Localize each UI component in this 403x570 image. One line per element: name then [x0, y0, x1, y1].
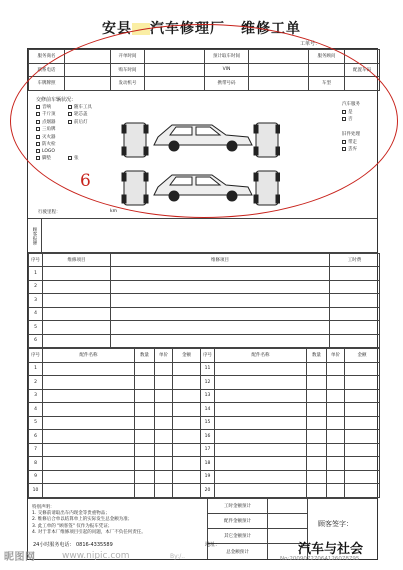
repair-header: 序号 — [29, 253, 43, 267]
repair-item-cell[interactable] — [111, 307, 330, 321]
check-item — [36, 104, 68, 110]
table-row — [29, 376, 380, 390]
qty-cell[interactable] — [135, 470, 155, 484]
customer-complaint-label: 顾客报修 — [28, 219, 42, 253]
amount-cell[interactable] — [173, 430, 201, 444]
table-row — [29, 294, 380, 308]
repair-code-cell[interactable] — [43, 307, 111, 321]
highlight-mark — [132, 23, 150, 35]
table-row — [29, 267, 380, 281]
statement-line: 1. 交修前请取出车内现金等贵重物品； — [32, 510, 110, 516]
amount-cell[interactable] — [345, 457, 380, 471]
row-number: 1 — [29, 267, 43, 281]
wash-no-checkbox[interactable] — [342, 117, 346, 121]
brand-logo-text: 汽车与社会 — [298, 542, 364, 557]
info-label: 车型 — [309, 77, 345, 91]
row-number: 7 — [29, 443, 43, 457]
discard-label: 丢弃 — [348, 147, 357, 152]
table-row — [29, 470, 380, 484]
amount-cell[interactable] — [345, 403, 380, 417]
price-cell[interactable] — [155, 389, 173, 403]
labor-fee-cell[interactable] — [330, 294, 380, 308]
parts-header: 金额 — [345, 349, 380, 363]
parts-header: 数量 — [135, 349, 155, 363]
watermark-logo: 昵图网 — [4, 552, 36, 563]
check-item — [36, 155, 68, 161]
check-item-label: 点烟器 — [42, 119, 56, 125]
repair-item-cell[interactable] — [111, 267, 330, 281]
mileage-label: 行驶里程： — [38, 209, 61, 215]
parts-cost-label: 配件金额预计 — [208, 514, 267, 529]
info-row — [29, 77, 380, 91]
repair-item-cell[interactable] — [111, 321, 330, 335]
table-row — [29, 362, 380, 376]
labor-fee-cell[interactable] — [330, 321, 380, 335]
amount-cell[interactable] — [173, 443, 201, 457]
part-name-cell[interactable] — [215, 362, 307, 376]
row-number: 4 — [29, 307, 43, 321]
table-row — [29, 403, 380, 417]
signature-label: 顾客签字： — [318, 519, 353, 528]
check-item-checkbox[interactable] — [68, 156, 72, 160]
check-item-checkbox[interactable] — [36, 135, 40, 139]
qty-cell[interactable] — [135, 457, 155, 471]
row-number: 16 — [201, 430, 215, 444]
repair-code-cell[interactable] — [43, 267, 111, 281]
check-item-checkbox[interactable] — [68, 112, 72, 116]
parts-header: 配件名称 — [43, 349, 135, 363]
vehicle-check-section — [28, 91, 377, 219]
repair-item-cell[interactable] — [111, 280, 330, 294]
info-label: 购车时间 — [111, 63, 145, 77]
row-number: 20 — [201, 484, 215, 498]
row-number: 13 — [201, 389, 215, 403]
part-name-cell[interactable] — [215, 457, 307, 471]
info-label: 配置车码 — [345, 63, 380, 77]
price-cell[interactable] — [155, 416, 173, 430]
table-row — [29, 389, 380, 403]
price-cell[interactable] — [327, 403, 345, 417]
info-label: 服务顾问 — [309, 50, 345, 64]
take-away-label: 带走 — [348, 139, 357, 145]
price-cell[interactable] — [327, 443, 345, 457]
repair-code-cell[interactable] — [43, 321, 111, 335]
row-number: 19 — [201, 470, 215, 484]
part-name-cell[interactable] — [43, 362, 135, 376]
price-cell[interactable] — [327, 389, 345, 403]
repair-item-cell[interactable] — [111, 294, 330, 308]
check-item-label: 脚垫 — [42, 156, 51, 161]
part-name-cell[interactable] — [43, 376, 135, 390]
discard-checkbox[interactable] — [342, 147, 346, 151]
check-item — [68, 155, 100, 161]
part-name-cell[interactable] — [43, 457, 135, 471]
amount-cell[interactable] — [173, 484, 201, 498]
row-number: 9 — [29, 470, 43, 484]
table-row — [29, 430, 380, 444]
row-number: 6 — [29, 430, 43, 444]
wash-title: 汽车服务 — [342, 101, 360, 107]
table-row — [29, 443, 380, 457]
table-row — [29, 416, 380, 430]
info-field[interactable] — [65, 77, 111, 91]
part-name-cell[interactable] — [215, 403, 307, 417]
total-cost-label: 总金额预计 — [226, 549, 249, 555]
parts-header: 金额 — [173, 349, 201, 363]
check-item-label: 防火栓 — [42, 142, 56, 147]
amount-cell[interactable] — [345, 389, 380, 403]
work-order-sheet — [27, 48, 378, 560]
price-cell[interactable] — [327, 362, 345, 376]
parts-header: 序号 — [201, 349, 215, 363]
parts-header: 序号 — [29, 349, 43, 363]
row-number: 5 — [29, 321, 43, 335]
amount-cell[interactable] — [345, 376, 380, 390]
check-item-checkbox[interactable] — [36, 156, 40, 160]
row-number: 3 — [29, 294, 43, 308]
amount-cell[interactable] — [173, 403, 201, 417]
check-item-checkbox[interactable] — [36, 127, 40, 131]
repair-header: 维修项目 — [43, 253, 111, 267]
qty-cell[interactable] — [307, 430, 327, 444]
info-field[interactable] — [145, 77, 205, 91]
wash-no-label: 否 — [348, 117, 353, 122]
price-cell[interactable] — [327, 484, 345, 498]
qty-cell[interactable] — [135, 430, 155, 444]
check-item — [68, 141, 100, 147]
check-item-label: 张 — [74, 156, 79, 161]
check-item — [68, 149, 100, 154]
price-cell[interactable] — [155, 403, 173, 417]
qty-cell[interactable] — [135, 416, 155, 430]
amount-cell[interactable] — [173, 362, 201, 376]
part-name-cell[interactable] — [43, 470, 135, 484]
check-item-label: 灭火器 — [42, 134, 56, 140]
repair-items-table — [28, 253, 380, 349]
info-label: 联系电话 — [29, 63, 65, 77]
price-cell[interactable] — [155, 443, 173, 457]
form-title — [0, 18, 403, 38]
statement-line: 2. 维修后合单以结算单上的实际发生总金额为准； — [32, 517, 133, 523]
labor-cost-field[interactable] — [268, 499, 307, 514]
labor-fee-cell[interactable] — [330, 334, 380, 348]
check-item-label: 千斤顶 — [42, 112, 56, 117]
amount-cell[interactable] — [345, 470, 380, 484]
repair-code-cell[interactable] — [43, 294, 111, 308]
info-label — [309, 63, 345, 77]
info-field[interactable] — [345, 50, 380, 64]
check-item — [36, 111, 68, 117]
row-number: 2 — [29, 280, 43, 294]
qty-cell[interactable] — [135, 443, 155, 457]
part-name-cell[interactable] — [215, 470, 307, 484]
parts-cost-field[interactable] — [268, 514, 307, 529]
check-item-checkbox[interactable] — [68, 105, 72, 109]
table-row — [29, 307, 380, 321]
info-label: 车牌牌照 — [29, 77, 65, 91]
row-number: 10 — [29, 484, 43, 498]
qty-cell[interactable] — [135, 484, 155, 498]
check-item-label: 三角牌 — [42, 127, 56, 132]
info-row — [29, 63, 380, 77]
check-item — [68, 126, 100, 132]
info-field[interactable] — [65, 63, 111, 77]
amount-cell[interactable] — [345, 443, 380, 457]
wash-yes-checkbox[interactable] — [342, 110, 346, 114]
price-cell[interactable] — [155, 484, 173, 498]
table-row — [29, 457, 380, 471]
table-row — [29, 334, 380, 348]
price-cell[interactable] — [155, 470, 173, 484]
part-name-cell[interactable] — [215, 389, 307, 403]
qty-cell[interactable] — [307, 376, 327, 390]
cost-labels — [208, 499, 268, 559]
repair-header: 工时费 — [330, 253, 380, 267]
check-item-label: 随车工具 — [74, 104, 92, 110]
check-item — [68, 119, 100, 125]
check-item — [36, 126, 68, 132]
repair-header: 维修项目 — [111, 253, 330, 267]
table-row — [29, 484, 380, 498]
old-parts-title: 旧件处理 — [342, 131, 360, 137]
price-cell[interactable] — [155, 457, 173, 471]
info-label: 服务商名 — [29, 50, 65, 64]
row-number: 5 — [29, 416, 43, 430]
amount-cell[interactable] — [173, 376, 201, 390]
row-number: 17 — [201, 443, 215, 457]
old-parts-options — [342, 131, 360, 154]
row-number: 15 — [201, 416, 215, 430]
take-away-checkbox[interactable] — [342, 140, 346, 144]
qty-cell[interactable] — [307, 389, 327, 403]
price-cell[interactable] — [155, 362, 173, 376]
special-statement — [28, 499, 208, 559]
amount-cell[interactable] — [173, 389, 201, 403]
amount-cell[interactable] — [345, 484, 380, 498]
watermark-author: By:/.. — [170, 553, 186, 560]
check-item — [68, 134, 100, 140]
parts-header: 数量 — [307, 349, 327, 363]
qty-cell[interactable] — [307, 457, 327, 471]
part-name-cell[interactable] — [215, 443, 307, 457]
vehicle-check-title: 交修前车辆状况： — [36, 96, 77, 103]
row-number: 2 — [29, 376, 43, 390]
qty-cell[interactable] — [135, 362, 155, 376]
part-name-cell[interactable] — [215, 416, 307, 430]
check-item-checkbox[interactable] — [36, 120, 40, 124]
row-number: 4 — [29, 403, 43, 417]
price-cell[interactable] — [327, 430, 345, 444]
part-name-cell[interactable] — [43, 430, 135, 444]
check-item — [36, 141, 68, 147]
check-item-label: 前后灯 — [74, 119, 88, 125]
info-field[interactable] — [249, 63, 309, 77]
info-field[interactable] — [145, 63, 205, 77]
info-label: VIN — [205, 63, 249, 77]
parts-header: 单价 — [155, 349, 173, 363]
car-wash-options — [342, 101, 360, 124]
price-cell[interactable] — [155, 430, 173, 444]
check-item — [68, 111, 100, 117]
statement-title: 特别声明： — [32, 504, 55, 510]
info-label: 开单时间 — [111, 50, 145, 64]
customer-complaint-row — [28, 219, 377, 253]
order-number-label: 工单号： — [300, 41, 321, 47]
qty-cell[interactable] — [307, 443, 327, 457]
title-part-3: 维修工单 — [241, 21, 301, 37]
row-number: 8 — [29, 457, 43, 471]
qty-cell[interactable] — [307, 470, 327, 484]
part-name-cell[interactable] — [215, 430, 307, 444]
qty-cell[interactable] — [307, 403, 327, 417]
row-number: 6 — [29, 334, 43, 348]
stamp-number: 6 — [80, 170, 91, 191]
parts-header: 单价 — [327, 349, 345, 363]
check-item — [36, 134, 68, 140]
parts-table — [28, 348, 380, 498]
check-item-checkbox[interactable] — [36, 142, 40, 146]
check-item-list — [36, 104, 100, 162]
qty-cell[interactable] — [135, 376, 155, 390]
service-hotline: 24小时服务电话： 0816-4335589 — [33, 542, 113, 548]
row-number: 12 — [201, 376, 215, 390]
part-name-cell[interactable] — [43, 484, 135, 498]
mileage-unit: km — [110, 208, 117, 214]
qty-cell[interactable] — [307, 362, 327, 376]
repair-code-cell[interactable] — [43, 280, 111, 294]
row-number: 1 — [29, 362, 43, 376]
customer-info-table — [28, 49, 380, 91]
title-part-1: 安县 — [102, 21, 132, 37]
qty-cell[interactable] — [135, 403, 155, 417]
info-field[interactable] — [249, 77, 309, 91]
check-item-label: 音响 — [42, 104, 51, 110]
watermark-number: No:20090727064126078795 — [280, 556, 360, 562]
price-cell[interactable] — [327, 376, 345, 390]
info-label: 预计取车时间 — [205, 50, 249, 64]
price-cell[interactable] — [327, 470, 345, 484]
info-field[interactable] — [65, 50, 111, 64]
info-field[interactable] — [249, 50, 309, 64]
other-cost-label: 其它金额预计 — [208, 529, 267, 544]
part-name-cell[interactable] — [43, 443, 135, 457]
amount-cell[interactable] — [173, 416, 201, 430]
amount-cell[interactable] — [345, 362, 380, 376]
amount-cell[interactable] — [345, 430, 380, 444]
check-item — [68, 104, 100, 110]
table-row — [29, 280, 380, 294]
parts-header: 配件名称 — [215, 349, 307, 363]
qty-cell[interactable] — [307, 484, 327, 498]
info-label: 携带号码 — [205, 77, 249, 91]
check-item — [36, 119, 68, 125]
row-number: 18 — [201, 457, 215, 471]
check-item-checkbox[interactable] — [36, 149, 40, 153]
row-number: 14 — [201, 403, 215, 417]
address-label: 地址： — [205, 542, 221, 548]
part-name-cell[interactable] — [43, 416, 135, 430]
wash-yes-label: 是 — [348, 109, 353, 115]
info-field[interactable] — [145, 50, 205, 64]
table-row — [29, 321, 380, 335]
row-number: 11 — [201, 362, 215, 376]
part-name-cell[interactable] — [215, 484, 307, 498]
qty-cell[interactable] — [307, 416, 327, 430]
amount-cell[interactable] — [173, 470, 201, 484]
price-cell[interactable] — [327, 416, 345, 430]
labor-fee-cell[interactable] — [330, 280, 380, 294]
watermark-site: www.nipic.com — [62, 551, 130, 561]
part-name-cell[interactable] — [43, 403, 135, 417]
price-cell[interactable] — [327, 457, 345, 471]
amount-cell[interactable] — [173, 457, 201, 471]
statement-line: 3. 此工单的 "顾客签" 仅作为报车凭证； — [32, 523, 113, 529]
part-name-cell[interactable] — [43, 389, 135, 403]
check-item-checkbox[interactable] — [36, 105, 40, 109]
car-diagram-icon — [120, 109, 280, 214]
check-item-checkbox[interactable] — [36, 112, 40, 116]
price-cell[interactable] — [155, 376, 173, 390]
statement-line: 4. 对于非本厂维修项目引起的问题，本厂不负任何责任。 — [32, 530, 146, 536]
qty-cell[interactable] — [135, 389, 155, 403]
check-item-label: 轮芯盖 — [74, 112, 88, 117]
amount-cell[interactable] — [345, 416, 380, 430]
row-number: 3 — [29, 389, 43, 403]
labor-cost-label: 工时金额预计 — [208, 499, 267, 514]
info-field[interactable] — [345, 77, 380, 91]
check-item-label: LOGO — [42, 148, 55, 154]
check-item — [36, 149, 68, 154]
labor-fee-cell[interactable] — [330, 307, 380, 321]
repair-item-cell[interactable] — [111, 334, 330, 348]
title-part-2: 汽车修理厂 — [150, 21, 225, 37]
check-item-checkbox[interactable] — [68, 120, 72, 124]
repair-code-cell[interactable] — [43, 334, 111, 348]
part-name-cell[interactable] — [215, 376, 307, 390]
info-row — [29, 50, 380, 64]
info-label: 发动机号 — [111, 77, 145, 91]
labor-fee-cell[interactable] — [330, 267, 380, 281]
